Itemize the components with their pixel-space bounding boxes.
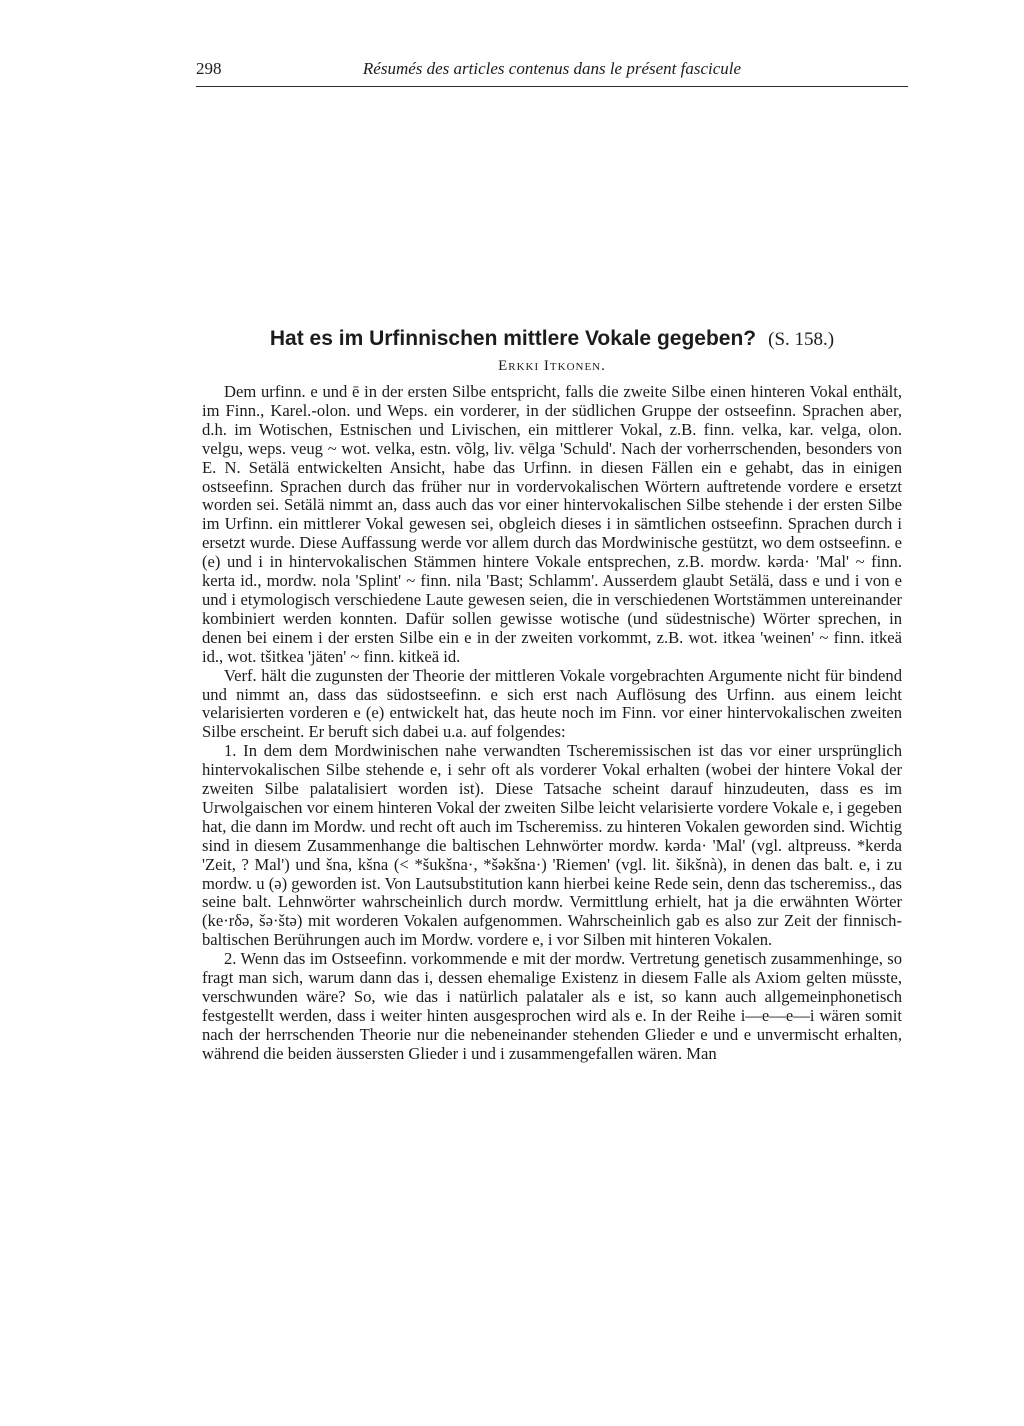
running-head bbox=[196, 56, 908, 82]
paragraph-author-view: Verf. hält die zugunsten der Theorie der mittleren Vokale vorgebrachten Argumente nicht für bindend und nimmt an, dass das südostseefinn. e sich erst nach Auflösung des Urfinn. aus einem leicht velarisierten vorderen e (e) entwickelt hat, das heute noch im Finn. vor einer hintervokalischen zweiten Silbe erscheint. Er beruft sich dabei u.a. auf folgendes: bbox=[202, 665, 902, 742]
paragraph-intro: Dem urfinn. e und ē in der ersten Silbe entspricht, falls die zweite Silbe einen hinteren Vokal enthält, im Finn., Karel.-olon. und Weps. ein vorderer, in der südlichen Gruppe der ostseefinn. Sprachen aber, d.h. im Wotischen, Estnischen und Livischen, ein mittlerer Vokal, z.B. finn. velka, kar. velga, olon. velgu, weps. veug ~ wot. velka, estn. võlg, liv. vēlga 'Schuld'. Nach der vorherrschenden, besonders von E. N. Setälä entwickelten Ansicht, habe das Urfinn. in diesen Fällen ein e gehabt, das in einigen ostseefinn. Sprachen durch das früher nur in vordervokalischen Wörtern auftretende vordere e ersetzt worden sei. Setälä nimmt an, dass auch das vor einer hintervokalischen Silbe stehende i der ersten Silbe im Urfinn. ein mittlerer Vokal gewesen sei, obgleich dieses i in sämtlichen ostseefinn. Sprachen durch i ersetzt wurde. Diese Auffassung werde vor allem durch das Mordwinische gestützt, wo dem ostseefinn. e (e) und i in hintervokalischen Stämmen hintere Vokale entsprechen, z.B. mordw. kərda· 'Mal' ~ finn. kerta id., mordw. nola 'Splint' ~ finn. nila 'Bast; Schlamm'. Ausserdem glaubt Setälä, dass e und i von e und i etymologisch verschiedene Laute gewesen seien, die in verschiedenen Wortstämmen untereinander kombiniert werden konnten. Dafür sollen gewisse wotische (und südestnische) Wörter sprechen, in denen bei einem i der ersten Silbe ein e in der zweiten vorkommt, z.B. wot. itkea 'weinen' ~ finn. itkeä id., wot. tšitkea 'jäten' ~ finn. kitkeä id. bbox=[202, 382, 902, 666]
article-body bbox=[202, 383, 902, 1064]
article-title-line bbox=[200, 323, 904, 355]
running-title: Résumés des articles contenus dans le présent fascicule bbox=[362, 59, 742, 78]
article-page-reference: (S. 158.) bbox=[768, 329, 835, 350]
paragraph-point-1: 1. In dem dem Mordwinischen nahe verwandten Tscheremissischen ist das vor einer ursprünglich hintervokalischen Silbe stehende e, i sehr oft als vorderer Vokal erhalten (wobei der hintere Vokal der zweiten Silbe palatalisiert worden ist). Diese Tatsache scheint darauf hinzudeuten, dass es im Urwolgaischen vor einem hinteren Vokal der zweiten Silbe leicht velarisierte vordere Vokale e, i gegeben hat, die dann im Mordw. und recht oft auch im Tscheremiss. zu hinteren Vokalen geworden sind. Wichtig sind in diesem Zusammenhange die baltischen Lehnwörter mordw. kərda· 'Mal' (vgl. altpreuss. *kerda 'Zeit, ? Mal') und šna, kšna (< *šukšna·, *šəkšna·) 'Riemen' (vgl. lit. šikšnà), in denen das balt. e, i zu mordw. u (ə) geworden ist. Von Lautsubstitution kann hierbei keine Rede sein, denn das tscheremiss., das seine balt. Lehnwörter wahrscheinlich durch mordw. Vermittlung erhielt, hat ja die erwähnten Wörter (ke·rδə, šə·štə) mit worderen Vokalen aufgenommen. Wahrscheinlich gab es also zur Zeit der finnisch-baltischen Berührungen auch im Mordw. vordere e, i vor Silben mit hinteren Vokalen. bbox=[202, 741, 902, 950]
header-rule bbox=[196, 86, 908, 87]
page-number: 298 bbox=[196, 59, 222, 78]
article-author: Erkki Itkonen. bbox=[498, 358, 606, 374]
paragraph-point-2: 2. Wenn das im Ostseefinn. vorkommende e mit der mordw. Vertretung genetisch zusammenhinge, so fragt man sich, warum dann das i, dessen ehemalige Existenz in diesem Falle als Axiom gelten müsste, verschwunden wäre? So, wie das i natürlich palataler als e ist, so kann auch allgemeinphonetisch festgestellt werden, dass i weiter hinten ausgesprochen wird als e. In der Reihe i—e—e—i wären somit nach der herrschenden Theorie nur die nebeneinander stehenden Glieder e und e unvermischt erhalten, während die beiden äussersten Glieder i und i zusammengefallen wären. Man bbox=[202, 949, 902, 1063]
article-title: Hat es im Urfinnischen mittlere Vokale gegeben? bbox=[269, 327, 757, 350]
